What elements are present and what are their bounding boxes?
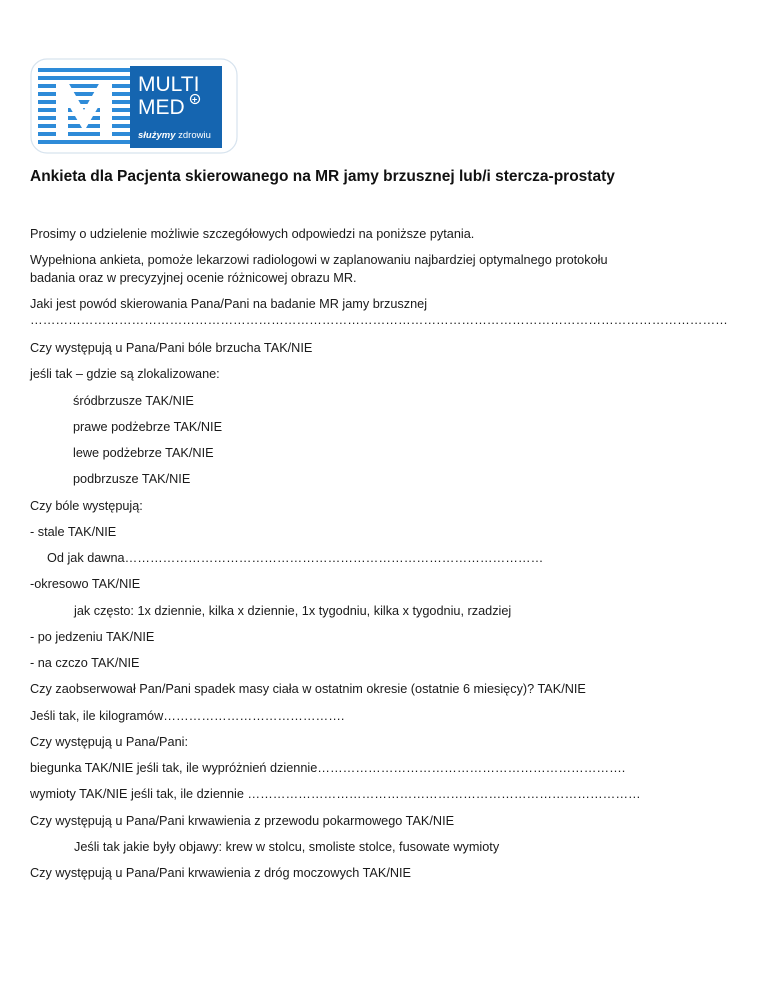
- question-pain-location: jeśli tak – gdzie są zlokalizowane:: [30, 367, 220, 381]
- question-reason: Jaki jest powód skierowania Pana/Pani na badanie MR jamy brzusznej: [30, 297, 428, 311]
- logo-tagline-bold: służymy: [138, 130, 176, 141]
- answer-line-diarrhea[interactable]: biegunka TAK/NIE jeśli tak, ile wypróżnień dziennie……………………………………………………………….: [30, 761, 626, 775]
- logo-tagline-rest: zdrowiu: [175, 130, 211, 141]
- purpose-text-2: badania oraz w precyzyjnej ocenie różnicowej obrazu MR.: [30, 271, 357, 285]
- option-location-2: prawe podżebrze TAK/NIE: [73, 420, 223, 434]
- option-constant: - stale TAK/NIE: [30, 525, 117, 539]
- option-bleeding-signs: Jeśli tak jakie były objawy: krew w stolcu, smoliste stolce, fusowate wymioty: [74, 840, 500, 854]
- option-fasting: - na czczo TAK/NIE: [30, 656, 140, 670]
- logo-plus-text: +: [192, 94, 198, 105]
- option-frequency: jak często: 1x dziennie, kilka x dziennie, 1x tygodniu, kilka x tygodniu, rzadziej: [74, 604, 512, 618]
- multimed-logo: [30, 58, 238, 154]
- answer-line-vomiting[interactable]: wymioty TAK/NIE jeśli tak, ile dziennie …………………………………………………………………………………: [30, 787, 641, 801]
- purpose-text-1: Wypełniona ankieta, pomoże lekarzowi radiologowi w zaplanowaniu najbardziej optymalnego protokołu: [30, 253, 608, 267]
- answer-line-reason[interactable]: …………………………………………………………………………………………………………………………………………………: [30, 313, 728, 327]
- question-symptoms: Czy występują u Pana/Pani:: [30, 735, 188, 749]
- option-after-meal: - po jedzeniu TAK/NIE: [30, 630, 155, 644]
- page-title: Ankieta dla Pacjenta skierowanego na MR jamy brzusznej lub/i stercza-prostaty: [30, 168, 615, 185]
- answer-line-since[interactable]: Od jak dawna………………………………………………………………………………………: [47, 551, 544, 565]
- option-location-3: lewe podżebrze TAK/NIE: [73, 446, 214, 460]
- logo-med-text: MED: [138, 96, 185, 119]
- option-periodic: -okresowo TAK/NIE: [30, 577, 141, 591]
- logo-tagline: [138, 130, 211, 141]
- question-urinary-bleeding: Czy występują u Pana/Pani krwawienia z dróg moczowych TAK/NIE: [30, 866, 412, 880]
- answer-line-kilograms[interactable]: Jeśli tak, ile kilogramów…………………………………….: [30, 709, 345, 723]
- intro-text: Prosimy o udzielenie możliwie szczegółowych odpowiedzi na poniższe pytania.: [30, 227, 475, 241]
- question-pain-when: Czy bóle występują:: [30, 499, 143, 513]
- question-pain: Czy występują u Pana/Pani bóle brzucha TAK/NIE: [30, 341, 313, 355]
- option-location-4: podbrzusze TAK/NIE: [73, 472, 191, 486]
- question-gi-bleeding: Czy występują u Pana/Pani krwawienia z przewodu pokarmowego TAK/NIE: [30, 814, 455, 828]
- question-weight-loss: Czy zaobserwował Pan/Pani spadek masy ciała w ostatnim okresie (ostatnie 6 miesięcy)? TAK/NIE: [30, 682, 586, 696]
- option-location-1: śródbrzusze TAK/NIE: [73, 394, 194, 408]
- logo-multi-text: MULTI: [138, 73, 200, 96]
